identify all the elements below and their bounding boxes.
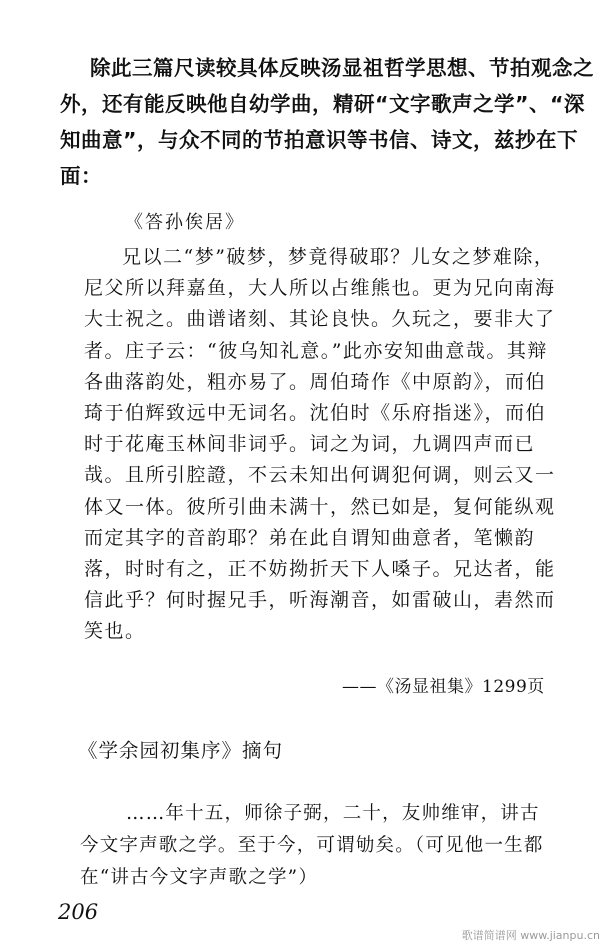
page-number: 206 [58, 900, 99, 924]
letter-title: 《答孙俟居》 [125, 212, 245, 233]
excerpt-paragraph [80, 798, 555, 894]
source-citation: ——《汤显祖集》1299页 [342, 677, 545, 697]
intro-paragraph [60, 50, 600, 194]
letter-text: 兄以二“梦”破梦，梦竟得破耶？儿女之梦难除，尼父所以拜嘉鱼，大人所以占维熊也。更为兄向南海大士祝之。曲谱诸刻、其论良快。久玩之，要非大了者。庄子云：“彼乌知礼意。”此亦安知曲意哉。其辩各曲落韵处，粗亦易了。周伯琦作《中原韵》，而伯琦于伯辉致远中无词名。沈伯时《乐府指迷》，而伯时于花庵玉林间非词乎。词之为词，九调四声而已哉。且所引腔證，不云未知出何调犯何调，则云又一体又一体。彼所引曲未满十，然已如是，复何能纵观而定其字的音韵耶？弟在此自谓知曲意者，笔懒韵落，时时有之，正不妨拗折天下人嗓子。兄达者，能信此乎？何时握兄手，听海潮音，如雷破山，砉然而笑也。 [84, 246, 556, 643]
section-title: 《学余园初集序》摘句 [78, 739, 284, 762]
letter-body [84, 242, 564, 648]
excerpt-text: ……年十五，师徐子弼，二十，友帅维审，讲古今文字声歌之学。至于今，可谓劬矣。（可见他一生都在“讲古今文字声歌之学”） [80, 803, 544, 888]
intro-text: 除此三篇尺读较具体反映汤显祖哲学思想、节拍观念之外，还有能反映他自幼学曲，精研“文字歌声之学”、“深知曲意”，与众不同的节拍意识等书信、诗文，兹抄在下面： [60, 56, 594, 188]
watermark: 歌谱简谱网 www.jianpu.cn [461, 929, 600, 942]
